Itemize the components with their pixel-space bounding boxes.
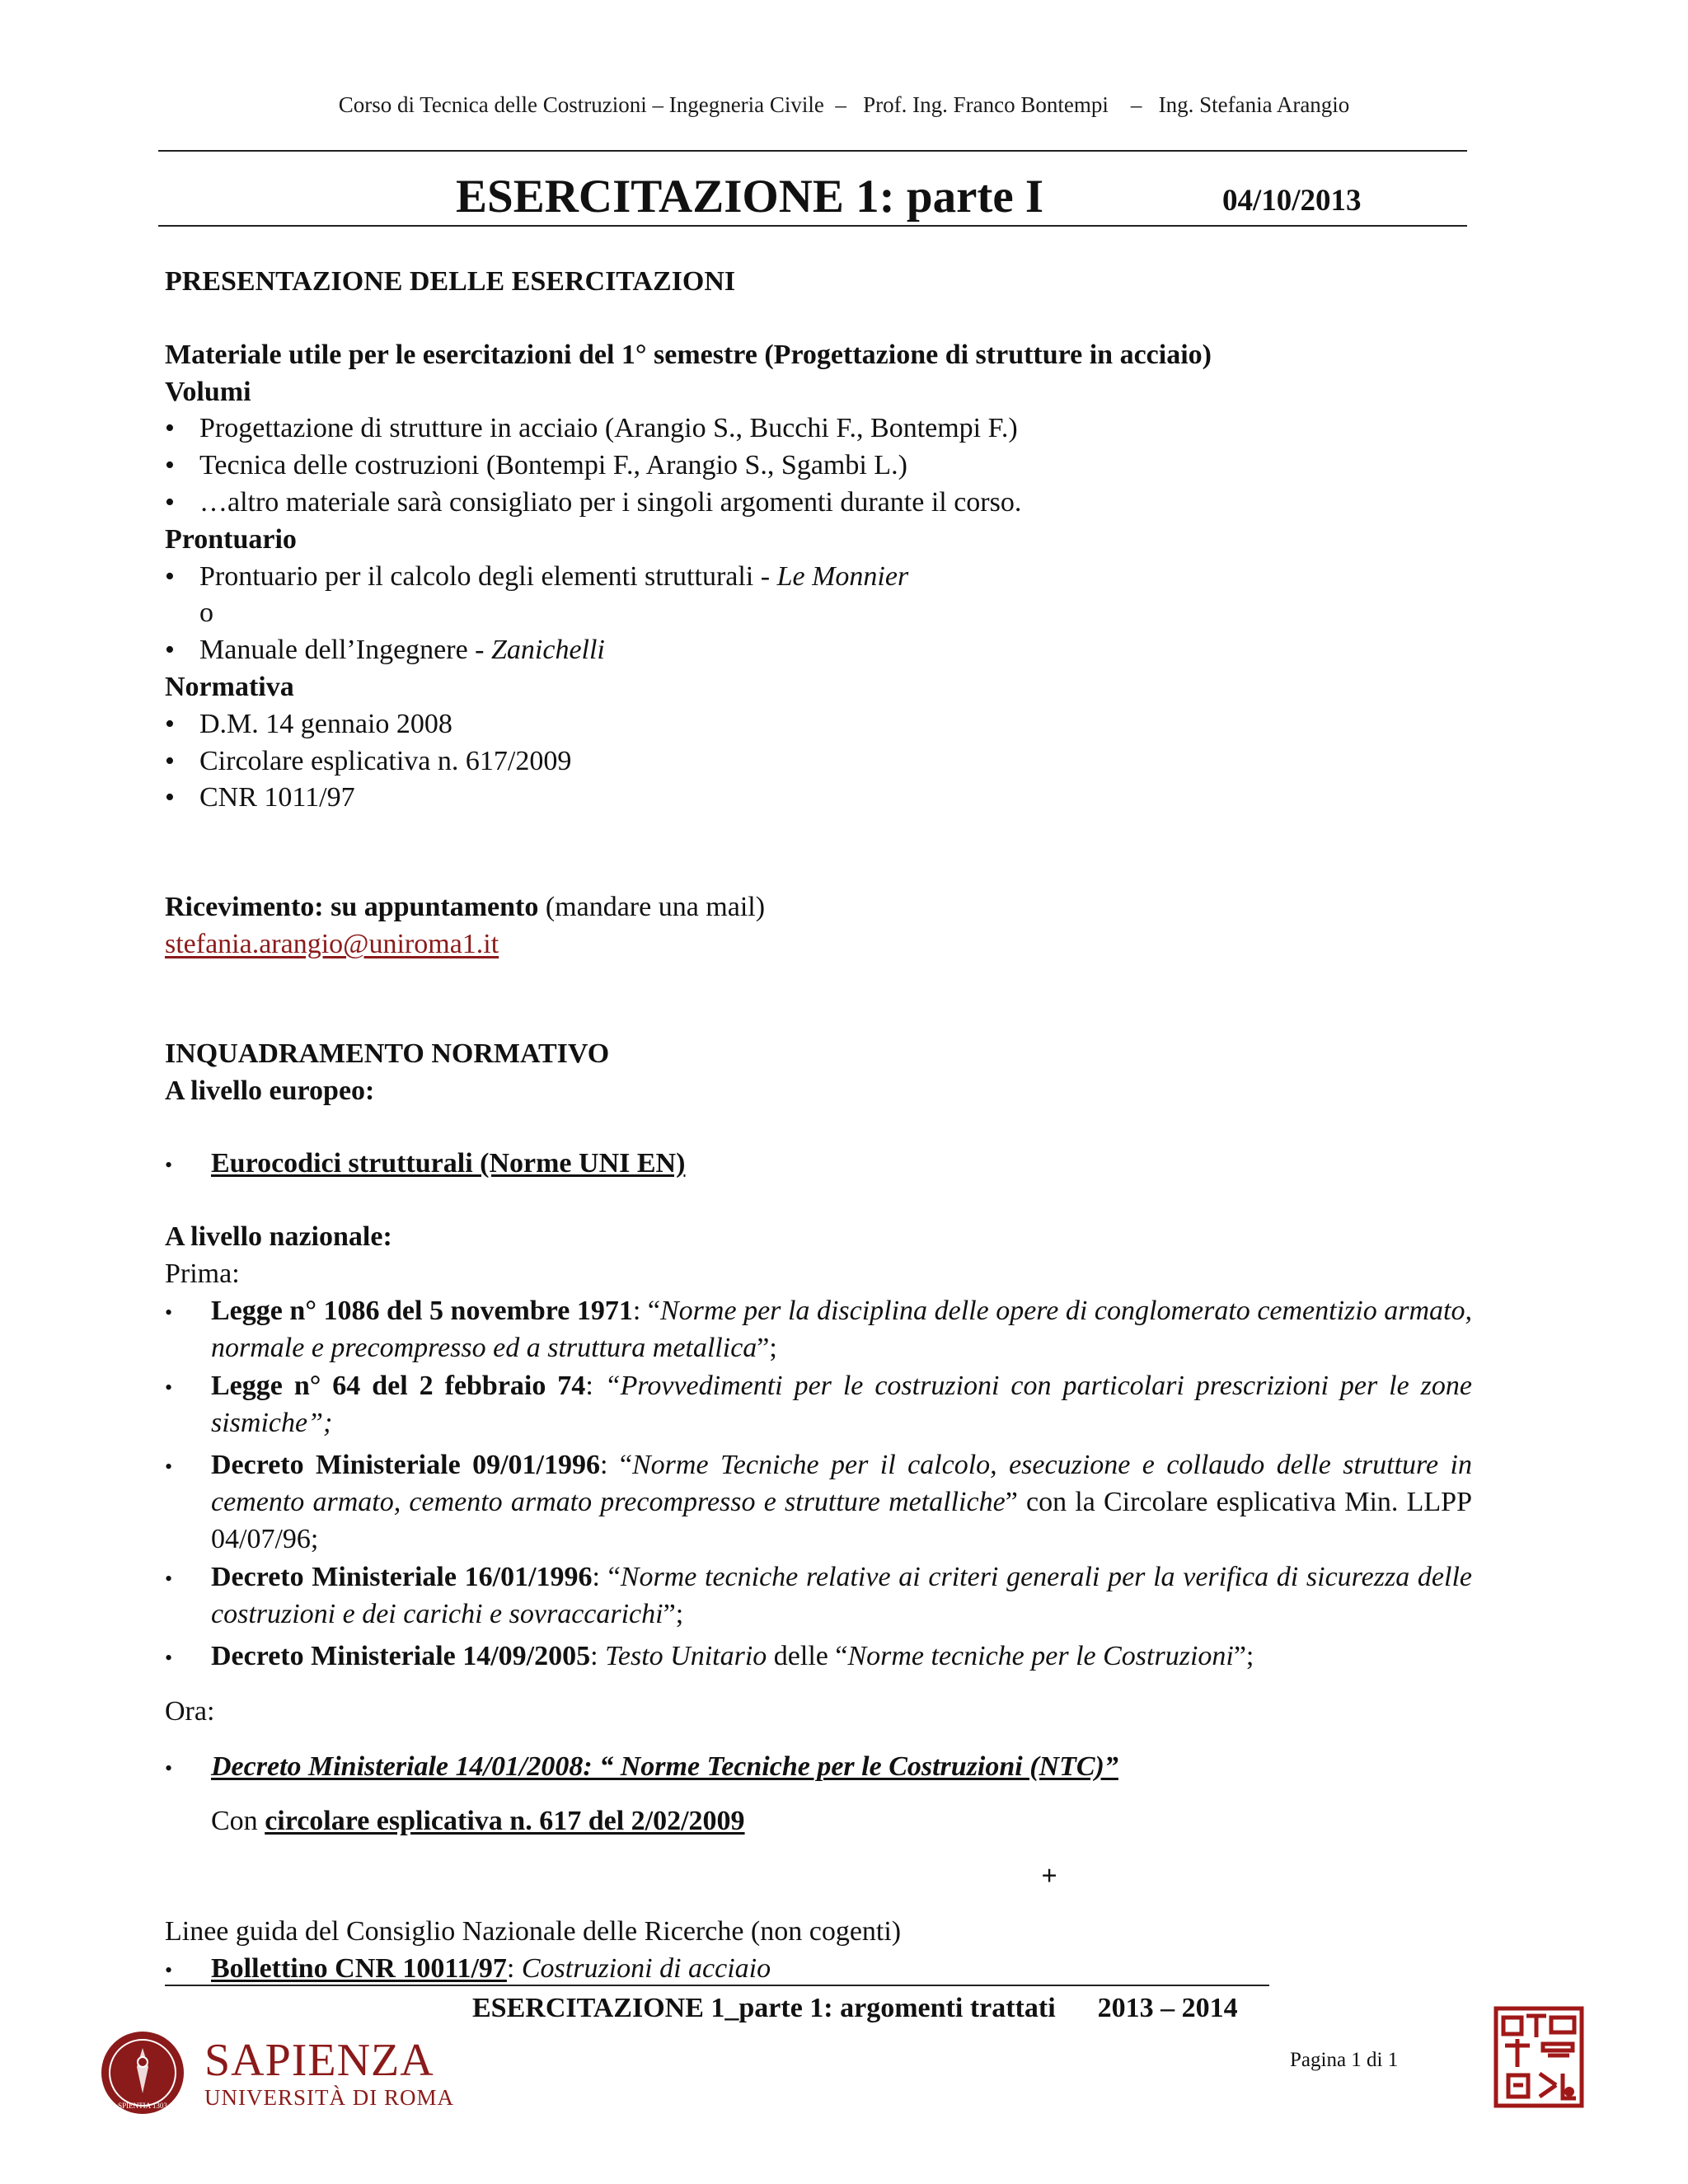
list-item: • Tecnica delle costruzioni (Bontempi F., Arangio S., Sgambi L.) (165, 448, 1472, 485)
list-item: • Decreto Ministeriale 09/01/1996: “Norme Tecniche per il calcolo, esecuzione e collaudo delle strutture in cemento armato, cemento armato precompresso e strutture metalliche” con la Circolare esplicativa Min. LLPP 04/07/96; (165, 1447, 1472, 1558)
sapienza-seal-icon (99, 2027, 186, 2118)
list-item: • Bollettino CNR 10011/97: Costruzioni di acciaio (165, 1951, 1472, 1988)
list-item: • CNR 1011/97 (165, 780, 1472, 817)
cnr-list (165, 1951, 1472, 1988)
sapienza-wordmark: SAPIENZA (204, 2035, 434, 2086)
header-rule-bottom (158, 225, 1467, 227)
volumi-label: Volumi (165, 376, 251, 407)
prontuario-or: o (199, 598, 213, 629)
prontuario-label: Prontuario (165, 523, 297, 555)
page-number: Pagina 1 di 1 (1290, 2049, 1399, 2071)
list-item: • …altro materiale sarà consigliato per i singoli argomenti durante il corso. (165, 485, 1472, 522)
ora-list (165, 1749, 1472, 1786)
normativa-label: Normativa (165, 671, 294, 702)
con-circolare-line: Con circolare esplicativa n. 617 del 2/02/2009 (211, 1806, 745, 1837)
email-link[interactable]: stefania.arangio@uniroma1.it (165, 928, 499, 959)
list-item: • Legge n° 64 del 2 febbraio 74: “Provvedimenti per le costruzioni con particolari prescrizioni per le zone sismiche”; (165, 1368, 1472, 1442)
list-item: • Prontuario per il calcolo degli elementi strutturali - Le Monnier (165, 559, 1472, 596)
ora-label: Ora: (165, 1695, 215, 1727)
volumi-list (165, 410, 1472, 521)
page-title: ESERCITAZIONE 1: parte I (456, 171, 1044, 223)
list-item: • Decreto Ministeriale 16/01/1996: “Norme tecniche relative ai criteri generali per la verifica di sicurezza delle costruzioni e dei carichi e sovraccarichi”; (165, 1559, 1472, 1633)
nazionale-label: A livello nazionale: (165, 1221, 392, 1253)
red-seal-stamp-icon (1493, 2006, 1584, 2108)
ricevimento-line: Ricevimento: su appuntamento (mandare una mail) (165, 892, 766, 923)
prontuario-list (165, 559, 1472, 596)
document-body (165, 264, 1472, 1987)
list-item: • Legge n° 1086 del 5 novembre 1971: “Norme per la disciplina delle opere di conglomerato cementizio armato, normale e precompresso ed a struttura metallica”; (165, 1293, 1472, 1367)
section-heading-inquadramento: INQUADRAMENTO NORMATIVO (165, 1038, 610, 1069)
running-header: Corso di Tecnica delle Costruzioni – Ingegneria Civile – Prof. Ing. Franco Bontempi – Ing. Stefania Arangio (338, 92, 1350, 117)
list-item: • Circolare esplicativa n. 617/2009 (165, 743, 1472, 780)
linee-guida-line: Linee guida del Consiglio Nazionale delle Ricerche (non cogenti) (165, 1915, 902, 1947)
list-item: • Progettazione di strutture in acciaio (Arangio S., Bucchi F., Bontempi F.) (165, 410, 1472, 448)
normativa-list (165, 706, 1472, 817)
prima-list (165, 1293, 1472, 1675)
prima-label: Prima: (165, 1258, 240, 1289)
footer-title: ESERCITAZIONE 1_parte 1: argomenti trattati 2013 – 2014 (472, 1993, 1238, 2023)
list-item: • Manuale dell’Ingegnere - Zanichelli (165, 632, 1472, 669)
list-item: • D.M. 14 gennaio 2008 (165, 706, 1472, 743)
section-heading-presentazione: PRESENTAZIONE DELLE ESERCITAZIONI (165, 266, 736, 297)
europeo-list (165, 1146, 1472, 1183)
list-item: • Eurocodici strutturali (Norme UNI EN) (165, 1146, 1472, 1183)
sapienza-subtitle: UNIVERSITÀ DI ROMA (204, 2085, 454, 2110)
list-item: • Decreto Ministeriale 14/01/2008: “ Norme Tecniche per le Costruzioni (NTC)” (165, 1749, 1472, 1786)
header-rule-top (158, 150, 1467, 152)
footer-rule (165, 1985, 1269, 1986)
list-item: • Decreto Ministeriale 14/09/2005: Testo Unitario delle “Norme tecniche per le Costruzioni”; (165, 1638, 1472, 1675)
materiale-heading: Materiale utile per le esercitazioni del 1° semestre (Progettazione di strutture in acciaio) (165, 339, 1212, 370)
svg-text:SPIENTIA 1303: SPIENTIA 1303 (118, 2102, 167, 2110)
europeo-label: A livello europeo: (165, 1075, 375, 1106)
plus-sign: + (1041, 1861, 1057, 1892)
sapienza-logo (99, 2027, 454, 2110)
title-date: 04/10/2013 (1222, 184, 1362, 218)
